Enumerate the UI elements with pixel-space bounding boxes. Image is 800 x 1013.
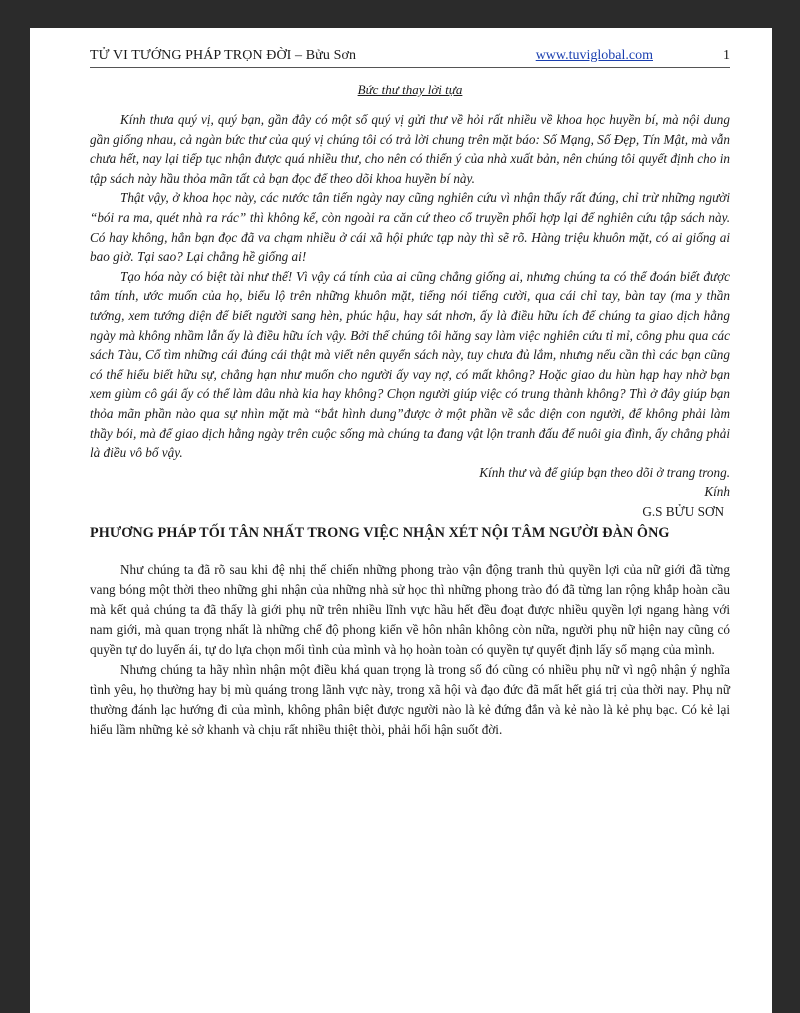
section-paragraph: Như chúng ta đã rõ sau khi đệ nhị thế chiến những phong trào vận động tranh thủ quyền lợi của nữ giới đã từng vang bóng một thời theo những ghi nhận của những nhà sử học thì những phong trào đó đã từng lan rộng khắp hoàn cầu mà kết quả chúng ta đã thấy là giới phụ nữ trên nhiều lĩnh vực hầu hết đều đoạt được nhiều quyền lợi ngang hàng với nam giới, mà quan trọng nhất là những chế độ phong kiến về hôn nhân không còn nữa, người phụ nữ hiện nay cũng có quyền tự do luyến ái, tự do lựa chọn mối tình của mình và họ hoàn toàn có quyền tự quyết định lấy số mạng của mình. <box>90 562 730 658</box>
preface-paragraph: Tạo hóa này có biệt tài như thế! Vì vậy cá tính của ai cũng chẳng giống ai, nhưng chúng ta có thể đoán biết được tâm tính, ước muốn của họ, biểu lộ trên những khuôn mặt, tiếng nói tiếng cười, qua cái chỉ tay, bàn tay (ma y thần tướng, xem tướng diện để biết người sang hèn, phúc hậu, hay sát nhơn, ấy là điều hữu ích để chúng ta giao dịch hằng ngày mà không nhầm lẫn ấy là điều hữu ích vậy. Bởi thế chúng tôi hăng say làm việc nghiên cứu tỉ mỉ, công phu qua các sách Tàu, Cổ tìm những cái đúng cái thật mà viết nên quyển sách này, tuy chưa đủ lắm, nhưng nếu cần thì các bạn cũng có thể hiểu biết hữu sự, chẳng hạn như muốn cho người ấy vay nợ, có mất không? Hoặc giao du hùn hạp hay nhờ bạn xem giùm cô gái ấy có thể làm dâu nhà kia hay không? Chọn người giúp việc có trung thành không? Thì ở đây giúp bạn thỏa mãn phần nào qua sự nhìn mặt mà “bắt hình dung”được ở một phần về sắc diện con người, để không phải làm thầy bói, mà để giao dịch hằng ngày trên cuộc sống mà chúng ta đang vật lộn tranh đấu để nuôi gia đình, ấy chẳng phải là điều vô bổ vậy. <box>90 268 730 461</box>
preface-paragraph: Kính thưa quý vị, quý bạn, gần đây có một số quý vị gửi thư về hỏi rất nhiều về khoa học huyền bí, mà nội dung gần giống nhau, cả ngàn bức thư của quý vị chúng tôi có trả lời chung trên mặt báo: Số Mạng, Số Đẹp, Tín Mật, mà vẫn chưa hết, nay lại tiếp tục nhận được quá nhiều thư, cho nên có thiển ý của nhà xuất bản, nên chúng tôi quyết định cho in tập sách này hầu thỏa mãn tất cả bạn đọc để theo dõi khoa huyền bí này. <box>90 112 730 186</box>
preface-title: Bức thư thay lời tựa <box>357 82 463 97</box>
section-body <box>90 560 730 740</box>
section-title: PHƯƠNG PHÁP TỐI TÂN NHẤT TRONG VIỆC NHẬN XÉT NỘI TÂM NGƯỜI ĐÀN ÔNG <box>90 525 670 542</box>
page-header <box>90 48 730 68</box>
section-paragraph: Nhưng chúng ta hãy nhìn nhận một điều khá quan trọng là trong số đó cũng có nhiều phụ nữ vì ngộ nhận ý nghĩa tình yêu, họ thường hay bị mù quáng trong lãnh vực này, trong xã hội và đạo đức đã mất hết giá trị của thời nay. Phụ nữ thường đánh lạc hướng đi của mình, không phân biệt được người nào là kẻ đứng đắn và kẻ nào là kẻ phụ bạc. Có kẻ lại hiểu lầm những kẻ sở khanh và chịu rất nhiều thiệt thòi, phải hối hận suốt đời. <box>90 662 730 738</box>
preface-body <box>90 110 730 463</box>
preface-paragraph: Thật vậy, ở khoa học này, các nước tân tiến ngày nay cũng nghiên cứu vì nhận thấy rất đúng, chỉ trừ những người “bói ra ma, quét nhà ra rác” thì không kể, còn ngoài ra căn cứ theo cổ truyền phối hợp lại để nghiên cứu tập sách này. Có hay không, hẳn bạn đọc đã va chạm nhiều ở cái xã hội phức tạp này thì sẽ rõ. Hàng triệu khuôn mặt, có ai giống ai bao giờ. Tại sao? Lại chẳng hề giống ai! <box>90 190 730 265</box>
closing-kinh: Kính <box>704 484 730 500</box>
book-title: TỬ VI TƯỚNG PHÁP TRỌN ĐỜI – Bửu Sơn <box>90 48 357 63</box>
closing-line: Kính thư và để giúp bạn theo dõi ở trang trong. <box>479 464 730 480</box>
website-link[interactable]: www.tuviglobal.com <box>535 48 653 63</box>
author-signature: G.S BỬU SƠN <box>642 503 724 519</box>
document-page <box>30 28 772 1013</box>
page-number: 1 <box>723 48 730 63</box>
